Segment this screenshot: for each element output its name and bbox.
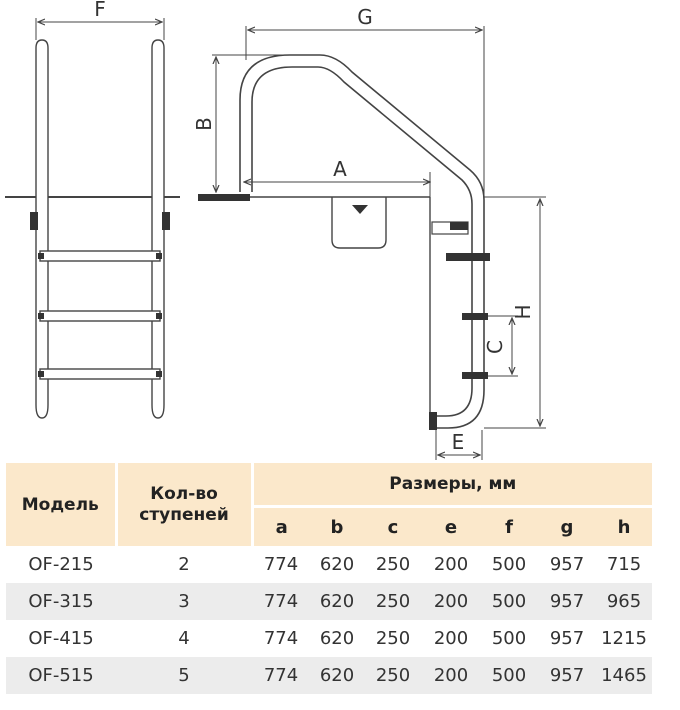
- cell-model: OF-415: [28, 628, 94, 649]
- cell-g: 957: [538, 657, 596, 694]
- cell-e: 200: [433, 628, 469, 649]
- cell-f: 500: [480, 583, 538, 620]
- gutter: [332, 197, 386, 248]
- cell-b: 620: [319, 628, 355, 649]
- table-row: [6, 583, 652, 620]
- cell-g: 957: [549, 554, 585, 575]
- label-a: A: [333, 157, 347, 181]
- anchor-right: [162, 212, 170, 230]
- header-dimensions: Размеры, мм: [252, 463, 652, 507]
- cell-e: 200: [422, 657, 480, 694]
- cell-e: 200: [422, 583, 480, 620]
- cell-steps: 4: [178, 628, 190, 649]
- label-b: B: [192, 117, 216, 131]
- header-dim-e: e: [422, 507, 480, 547]
- anchor-left: [30, 212, 38, 230]
- cell-c: 250: [375, 628, 411, 649]
- table-row: [6, 546, 652, 583]
- cell-a: 774: [263, 554, 299, 575]
- header-steps: [116, 463, 252, 546]
- handrail-outer: [240, 55, 484, 428]
- front-steps: [38, 251, 162, 379]
- cell-b: 620: [319, 554, 355, 575]
- header-dim-f: f: [480, 507, 538, 547]
- cell-f: 500: [480, 657, 538, 694]
- cell-f: 500: [491, 628, 527, 649]
- header-dim-g: g: [538, 507, 596, 547]
- cell-e: 200: [433, 554, 469, 575]
- cell-model: OF-215: [28, 554, 94, 575]
- front-view: [5, 18, 180, 418]
- cell-model: OF-315: [6, 583, 116, 620]
- table-row: [6, 620, 652, 657]
- header-steps-line2: ступеней: [139, 504, 229, 525]
- cell-steps: 2: [178, 554, 190, 575]
- cell-c: 250: [364, 583, 422, 620]
- cell-a: 774: [252, 657, 310, 694]
- cell-c: 250: [364, 657, 422, 694]
- label-e: E: [451, 430, 465, 454]
- cell-f: 500: [491, 554, 527, 575]
- cell-steps: 3: [116, 583, 252, 620]
- bottom-bumper: [429, 412, 437, 430]
- cell-g: 957: [538, 583, 596, 620]
- label-f: F: [94, 0, 106, 21]
- cell-a: 774: [263, 628, 299, 649]
- handrail-inner: [252, 67, 472, 416]
- cell-b: 620: [310, 583, 364, 620]
- table-row: [6, 657, 652, 694]
- cell-b: 620: [310, 657, 364, 694]
- cell-steps: 5: [116, 657, 252, 694]
- cell-h: 715: [606, 554, 642, 575]
- label-g: G: [357, 5, 373, 29]
- header-dim-c: c: [364, 507, 422, 547]
- header-dim-h: h: [596, 507, 652, 547]
- side-view: [198, 26, 546, 460]
- cell-h: 965: [596, 583, 652, 620]
- spec-table: [6, 463, 652, 694]
- label-h: H: [511, 304, 535, 320]
- header-steps-line1: Кол-во: [150, 483, 218, 504]
- deck-plate: [198, 194, 250, 201]
- header-dim-a: a: [252, 507, 310, 547]
- cell-h: 1215: [601, 628, 647, 649]
- header-model: Модель: [6, 463, 116, 546]
- cell-a: 774: [252, 583, 310, 620]
- cell-g: 957: [549, 628, 585, 649]
- cell-model: OF-515: [6, 657, 116, 694]
- cell-c: 250: [375, 554, 411, 575]
- label-c: C: [483, 340, 507, 354]
- water-mark-icon: [352, 205, 368, 214]
- header-dim-b: b: [310, 507, 364, 547]
- cell-h: 1465: [596, 657, 652, 694]
